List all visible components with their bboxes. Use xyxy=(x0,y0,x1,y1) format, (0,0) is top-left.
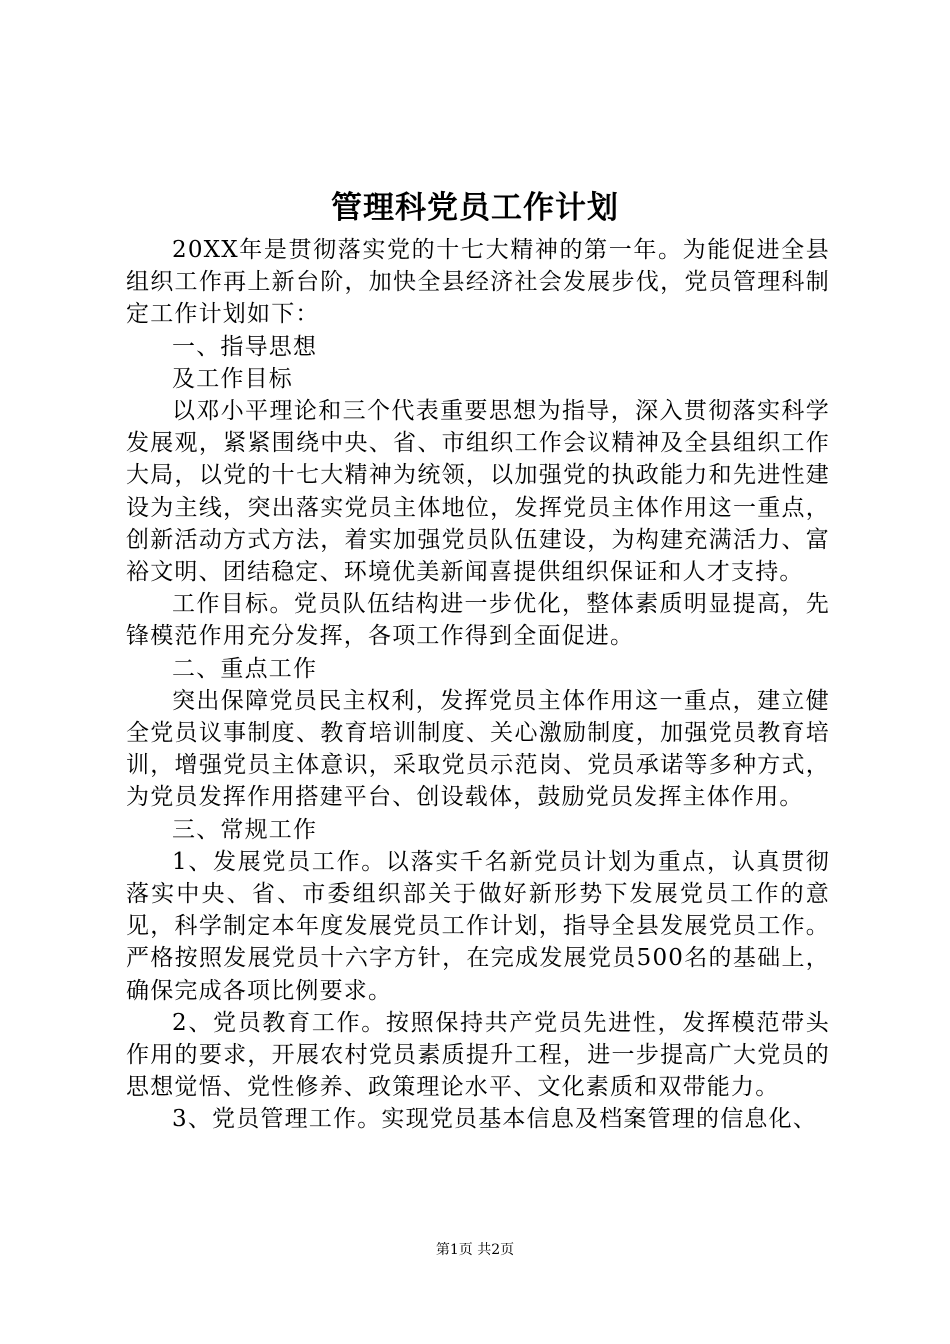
page-footer: 第1页 共2页 xyxy=(435,1242,515,1258)
party-member-management-paragraph: 3、党员管理工作。实现党员基本信息及档案管理的信息化、 xyxy=(172,1106,818,1133)
document-title: 管理科党员工作计划 xyxy=(331,190,619,226)
document-body xyxy=(126,234,830,1136)
party-member-development-paragraph: 1、发展党员工作。以落实千名新党员计划为重点，认真贯彻落实中央、省、市委组织部关于做好新形势下发展党员工作的意见，科学制定本年度发展党员工作计划，指导全县发展党员工作。严格按照发展党员十六字方针，在完成发展党员500名的基础上，确保完成各项比例要求。 xyxy=(126,848,830,1004)
guiding-thought-paragraph: 以邓小平理论和三个代表重要思想为指导，深入贯彻落实科学发展观，紧紧围绕中央、省、市组织工作会议精神及全县组织工作大局，以党的十七大精神为统领，以加强党的执政能力和先进性建设为主线，突出落实党员主体地位，发挥党员主体作用这一重点，创新活动方式方法，着实加强党员队伍建设，为构建充满活力、富裕文明、团结稳定、环境优美新闻喜提供组织保证和人才支持。 xyxy=(126,398,830,586)
work-goals-paragraph: 工作目标。党员队伍结构进一步优化，整体素质明显提高，先锋模范作用充分发挥，各项工作得到全面促进。 xyxy=(126,591,830,650)
key-work-paragraph: 突出保障党员民主权利，发挥党员主体作用这一重点，建立健全党员议事制度、教育培训制度、关心激励制度，加强党员教育培训，增强党员主体意识，采取党员示范岗、党员承诺等多种方式，为党员发挥作用搭建平台、创设载体，鼓励党员发挥主体作用。 xyxy=(126,687,830,811)
section-heading-key-work: 二、重点工作 xyxy=(172,655,318,682)
section-heading-routine-work: 三、常规工作 xyxy=(172,816,318,843)
intro-paragraph: 20XX年是贯彻落实党的十七大精神的第一年。为能促进全县组织工作再上新台阶，加快全县经济社会发展步伐，党员管理科制定工作计划如下： xyxy=(126,237,830,328)
party-member-education-paragraph: 2、党员教育工作。按照保持共产党员先进性，发挥模范带头作用的要求，开展农村党员素质提升工程，进一步提高广大党员的思想觉悟、党性修养、政策理论水平、文化素质和双带能力。 xyxy=(126,1009,830,1101)
section-heading-work-goals: 及工作目标 xyxy=(172,365,293,392)
section-heading-guiding-thought: 一、指导思想 xyxy=(172,333,318,360)
